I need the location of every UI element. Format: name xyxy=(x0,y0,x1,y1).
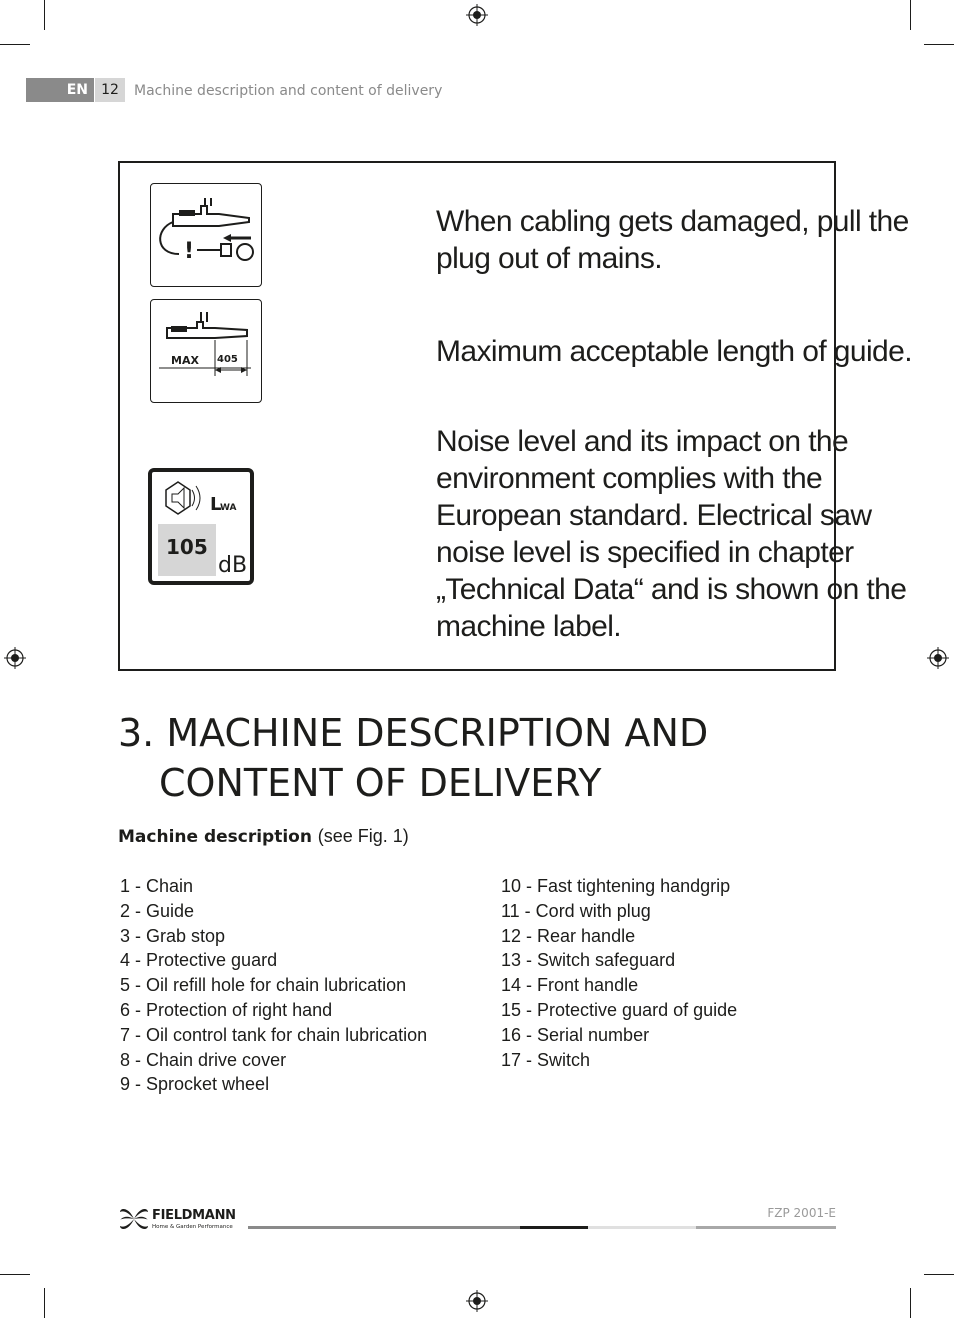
footer-bar-segment xyxy=(696,1226,836,1229)
list-item: 7 - Oil control tank for chain lubrication xyxy=(120,1024,428,1045)
running-header-title: Machine description and content of delivery xyxy=(134,83,443,99)
svg-text:WA: WA xyxy=(220,503,237,513)
max-guide-length-icon xyxy=(150,299,262,403)
list-item: 13 - Switch safeguard xyxy=(501,950,676,971)
list-item: 6 - Protection of right hand xyxy=(120,999,333,1020)
crop-mark xyxy=(0,1274,30,1275)
registration-mark-icon xyxy=(927,647,949,669)
subheading-bold: Machine description xyxy=(118,827,312,847)
list-item: 2 - Guide xyxy=(120,900,195,921)
crop-mark xyxy=(0,44,30,45)
list-item: 14 - Front handle xyxy=(501,975,639,996)
icon-noise-unit: dB xyxy=(218,553,248,578)
machine-description-subheading xyxy=(118,826,409,847)
section-heading-line1: 3. MACHINE DESCRIPTION AND xyxy=(118,711,709,755)
notice-noise-level: Noise level and its impact on the environment complies with the European standard. Electrical saw noise level is specified in chapter „Technical Data“ and is shown on the machine label. xyxy=(436,425,907,643)
noise-level-icon xyxy=(148,468,254,585)
list-item: 1 - Chain xyxy=(120,876,194,896)
svg-text:L: L xyxy=(210,494,222,515)
list-item: 16 - Serial number xyxy=(501,1024,650,1045)
crop-mark xyxy=(924,44,954,45)
list-item: 4 - Protective guard xyxy=(120,950,278,971)
crop-mark xyxy=(924,1274,954,1275)
footer-bar-segment xyxy=(588,1226,696,1229)
list-item: 12 - Rear handle xyxy=(501,925,636,946)
notice-cord-damage: When cabling gets damaged, pull the plug out of mains. xyxy=(436,205,909,275)
list-item: 5 - Oil refill hole for chain lubrication xyxy=(120,975,407,996)
brand-emblem-icon xyxy=(118,1204,150,1234)
registration-mark-icon xyxy=(4,647,26,669)
icon-max-label: MAX xyxy=(171,354,199,367)
brand-tagline: Home & Garden Performance xyxy=(152,1224,233,1230)
language-tab: EN xyxy=(26,78,94,102)
parts-list-right xyxy=(501,874,737,1072)
crop-mark xyxy=(44,1288,45,1318)
svg-text:!: ! xyxy=(184,239,195,264)
brand-logo xyxy=(118,1204,248,1234)
list-item: 17 - Switch xyxy=(501,1049,591,1070)
brand-name: FIELDMANN xyxy=(152,1208,236,1223)
icon-noise-value: 105 xyxy=(166,535,208,559)
parts-list-left xyxy=(120,874,427,1097)
section-heading-line2: CONTENT OF DELIVERY xyxy=(159,761,602,805)
registration-mark-icon xyxy=(466,4,488,26)
model-number: FZP 2001-E xyxy=(767,1206,836,1220)
cord-damage-unplug-icon xyxy=(150,183,262,287)
subheading-note: (see Fig. 1) xyxy=(317,826,409,846)
list-item: 10 - Fast tightening handgrip xyxy=(501,876,731,896)
list-item: 11 - Cord with plug xyxy=(501,900,651,921)
section-heading xyxy=(118,708,708,808)
list-item: 15 - Protective guard of guide xyxy=(501,999,738,1020)
page-number: 12 xyxy=(95,78,125,102)
registration-mark-icon xyxy=(466,1290,488,1312)
icon-max-value: 405 xyxy=(217,354,238,365)
notice-max-guide-length: Maximum acceptable length of guide. xyxy=(436,335,912,368)
list-item: 9 - Sprocket wheel xyxy=(120,1074,270,1095)
crop-mark xyxy=(910,1288,911,1318)
safety-symbols-box xyxy=(118,161,912,671)
footer-bar-segment xyxy=(248,1226,520,1229)
list-item: 8 - Chain drive cover xyxy=(120,1049,287,1070)
footer-bar-segment xyxy=(520,1226,588,1229)
crop-mark xyxy=(910,0,911,30)
crop-mark xyxy=(44,0,45,30)
list-item: 3 - Grab stop xyxy=(120,925,226,946)
